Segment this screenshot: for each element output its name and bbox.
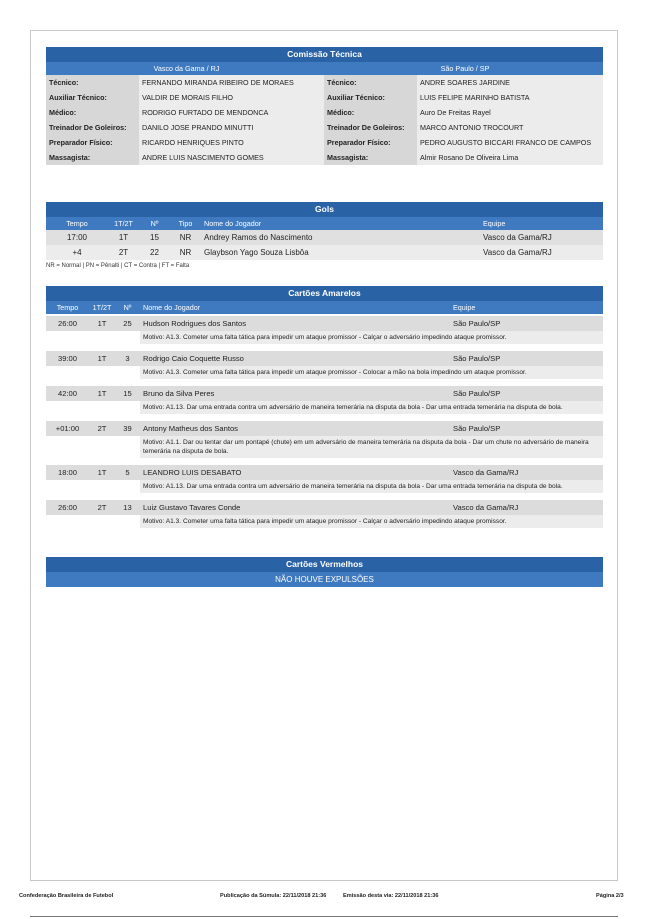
motivo-spacer (46, 436, 140, 458)
home-team-name: Vasco da Gama / RJ (153, 64, 220, 73)
gols-section (46, 202, 603, 269)
card-periodo: 1T (89, 351, 115, 366)
yellow-card-entry (46, 421, 603, 458)
goal-numero: 15 (139, 230, 170, 245)
home-staff-name: RODRIGO FURTADO DE MENDONCA (139, 105, 324, 120)
col-tipo: Tipo (178, 219, 193, 228)
card-equipe: São Paulo/SP (450, 351, 603, 366)
card-periodo: 2T (89, 421, 115, 436)
home-staff-label: Técnico: (46, 75, 139, 90)
card-numero: 13 (115, 500, 140, 515)
col-nome: Nome do Jogador (204, 219, 262, 228)
goal-row (46, 245, 603, 260)
away-staff-label: Auxiliar Técnico: (324, 90, 417, 105)
col-tempo: Tempo (66, 219, 88, 228)
card-jogador: LEANDRO LUIS DESABATO (140, 465, 450, 480)
yellow-card-row (46, 316, 603, 331)
card-periodo: 1T (89, 465, 115, 480)
card-equipe: São Paulo/SP (450, 316, 603, 331)
card-motivo-row (46, 436, 603, 458)
gols-header-row (46, 217, 603, 230)
home-staff-name: RICARDO HENRIQUES PINTO (139, 135, 324, 150)
home-staff-name: FERNANDO MIRANDA RIBEIRO DE MORAES (139, 75, 324, 90)
footer-org: Confederação Brasileira de Futebol (19, 893, 114, 899)
card-jogador: Rodrigo Caio Coquette Russo (140, 351, 450, 366)
away-staff-name: Almir Rosano De Oliveira Lima (417, 150, 603, 165)
away-team-name: São Paulo / SP (440, 64, 490, 73)
card-equipe: Vasco da Gama/RJ (450, 465, 603, 480)
home-staff-name: ANDRE LUIS NASCIMENTO GOMES (139, 150, 324, 165)
away-staff-label: Treinador De Goleiros: (324, 120, 417, 135)
card-numero: 5 (115, 465, 140, 480)
home-staff-label: Massagista: (46, 150, 139, 165)
motivo-spacer (46, 515, 140, 528)
goal-equipe: Vasco da Gama/RJ (480, 230, 603, 245)
footer-pagina: Página 2/3 (596, 893, 624, 899)
amarelos-header-row (46, 301, 603, 314)
away-staff-label: Técnico: (324, 75, 417, 90)
yellow-card-entry (46, 500, 603, 528)
motivo-spacer (46, 401, 140, 414)
away-staff-name: PEDRO AUGUSTO BICCARI FRANCO DE CAMPOS (417, 135, 603, 150)
home-staff-name: DANILO JOSE PRANDO MINUTTI (139, 120, 324, 135)
motivo-spacer (46, 331, 140, 344)
card-jogador: Antony Matheus dos Santos (140, 421, 450, 436)
goal-tipo: NR (170, 245, 201, 260)
card-tempo: +01:00 (46, 421, 89, 436)
gols-rows (46, 230, 603, 260)
col-periodo: 1T/2T (92, 303, 112, 312)
goal-numero: 22 (139, 245, 170, 260)
comissao-row (46, 75, 603, 90)
col-numero: Nº (123, 303, 132, 312)
col-equipe: Equipe (453, 303, 476, 312)
goal-tempo: 17:00 (46, 230, 108, 245)
cartoes-amarelos-section (46, 286, 603, 528)
card-tempo: 42:00 (46, 386, 89, 401)
home-staff-label: Treinador De Goleiros: (46, 120, 139, 135)
card-motivo-row (46, 366, 603, 379)
card-motivo: Motivo: A1.3. Cometer uma falta tática para impedir um ataque promissor - Colocar a mão na bola impedindo um ataque promissor. (140, 366, 603, 379)
col-periodo: 1T/2T (114, 219, 133, 228)
home-staff-label: Médico: (46, 105, 139, 120)
vermelhos-message: NÃO HOUVE EXPULSÕES (46, 572, 603, 587)
card-equipe: São Paulo/SP (450, 386, 603, 401)
home-staff-label: Auxiliar Técnico: (46, 90, 139, 105)
yellow-card-row (46, 465, 603, 480)
card-motivo-row (46, 401, 603, 414)
yellow-card-row (46, 351, 603, 366)
card-equipe: Vasco da Gama/RJ (450, 500, 603, 515)
yellow-card-entry (46, 465, 603, 493)
goal-equipe: Vasco da Gama/RJ (480, 245, 603, 260)
goal-periodo: 1T (108, 230, 139, 245)
card-numero: 39 (115, 421, 140, 436)
goal-tempo: +4 (46, 245, 108, 260)
card-tempo: 26:00 (46, 500, 89, 515)
card-numero: 3 (115, 351, 140, 366)
card-motivo: Motivo: A1.13. Dar uma entrada contra um adversário de maneira temerária na disputa da bola - Dar uma entrada temerária na disputa de bola. (140, 401, 603, 414)
comissao-rows (46, 75, 603, 165)
comissao-team-header (46, 62, 603, 75)
comissao-row (46, 120, 603, 135)
card-motivo-row (46, 480, 603, 493)
col-numero: Nº (150, 219, 159, 228)
cartoes-vermelhos-section (46, 557, 603, 587)
goal-jogador: Andrey Ramos do Nascimento (201, 230, 480, 245)
comissao-row (46, 150, 603, 165)
away-staff-name: ANDRE SOARES JARDINE (417, 75, 603, 90)
card-motivo: Motivo: A1.3. Cometer uma falta tática para impedir um ataque promissor - Calçar o adversário impedindo ataque promissor. (140, 331, 603, 344)
card-periodo: 1T (89, 386, 115, 401)
card-jogador: Hudson Rodrigues dos Santos (140, 316, 450, 331)
motivo-spacer (46, 366, 140, 379)
yellow-card-entry (46, 386, 603, 414)
home-staff-label: Preparador Físico: (46, 135, 139, 150)
away-staff-label: Médico: (324, 105, 417, 120)
goal-periodo: 2T (108, 245, 139, 260)
card-equipe: São Paulo/SP (450, 421, 603, 436)
gols-title: Gols (46, 202, 603, 217)
away-staff-name: LUIS FELIPE MARINHO BATISTA (417, 90, 603, 105)
comissao-row (46, 90, 603, 105)
amarelos-title: Cartões Amarelos (46, 286, 603, 301)
yellow-card-row (46, 421, 603, 436)
yellow-card-row (46, 500, 603, 515)
footer-emissao: Emissão desta via: 22/11/2018 21:36 (343, 893, 439, 899)
card-motivo-row (46, 331, 603, 344)
gols-legend: NR = Normal | PN = Pênalti | CT = Contra | FT = Falta (46, 263, 190, 269)
col-tempo: Tempo (56, 303, 79, 312)
yellow-card-entry (46, 351, 603, 379)
yellow-card-row (46, 386, 603, 401)
yellow-card-entry (46, 316, 603, 344)
card-jogador: Luiz Gustavo Tavares Conde (140, 500, 450, 515)
comissao-title: Comissão Técnica (46, 47, 603, 62)
col-nome: Nome do Jogador (143, 303, 201, 312)
col-equipe: Equipe (483, 219, 506, 228)
card-tempo: 26:00 (46, 316, 89, 331)
away-staff-name: Auro De Freitas Rayel (417, 105, 603, 120)
goal-jogador: Glaybson Yago Souza Lisbôa (201, 245, 480, 260)
card-periodo: 1T (89, 316, 115, 331)
card-numero: 15 (115, 386, 140, 401)
card-motivo: Motivo: A1.13. Dar uma entrada contra um adversário de maneira temerária na disputa da bola - Dar uma entrada temerária na disputa de bola. (140, 480, 603, 493)
card-motivo: Motivo: A1.3. Cometer uma falta tática para impedir um ataque promissor - Calçar o adversário impedindo ataque promissor. (140, 515, 603, 528)
card-jogador: Bruno da Silva Peres (140, 386, 450, 401)
amarelos-cards (46, 316, 603, 528)
card-motivo: Motivo: A1.1. Dar ou tentar dar um pontapé (chute) em um adversário de maneira temerária na disputa da bola - Dar um chute no adversário de maneira temerária na disputa de bola. (140, 436, 603, 458)
vermelhos-title: Cartões Vermelhos (46, 557, 603, 572)
goal-tipo: NR (170, 230, 201, 245)
comissao-tecnica-section (46, 47, 603, 165)
card-periodo: 2T (89, 500, 115, 515)
motivo-spacer (46, 480, 140, 493)
away-staff-label: Massagista: (324, 150, 417, 165)
card-tempo: 39:00 (46, 351, 89, 366)
comissao-row (46, 105, 603, 120)
away-staff-label: Preparador Físico: (324, 135, 417, 150)
goal-row (46, 230, 603, 245)
card-tempo: 18:00 (46, 465, 89, 480)
home-staff-name: VALDIR DE MORAIS FILHO (139, 90, 324, 105)
comissao-row (46, 135, 603, 150)
footer-publicacao: Publicação da Súmula: 22/11/2018 21:36 (220, 893, 327, 899)
card-motivo-row (46, 515, 603, 528)
footer-divider (30, 916, 618, 917)
card-numero: 25 (115, 316, 140, 331)
away-staff-name: MARCO ANTONIO TROCOURT (417, 120, 603, 135)
